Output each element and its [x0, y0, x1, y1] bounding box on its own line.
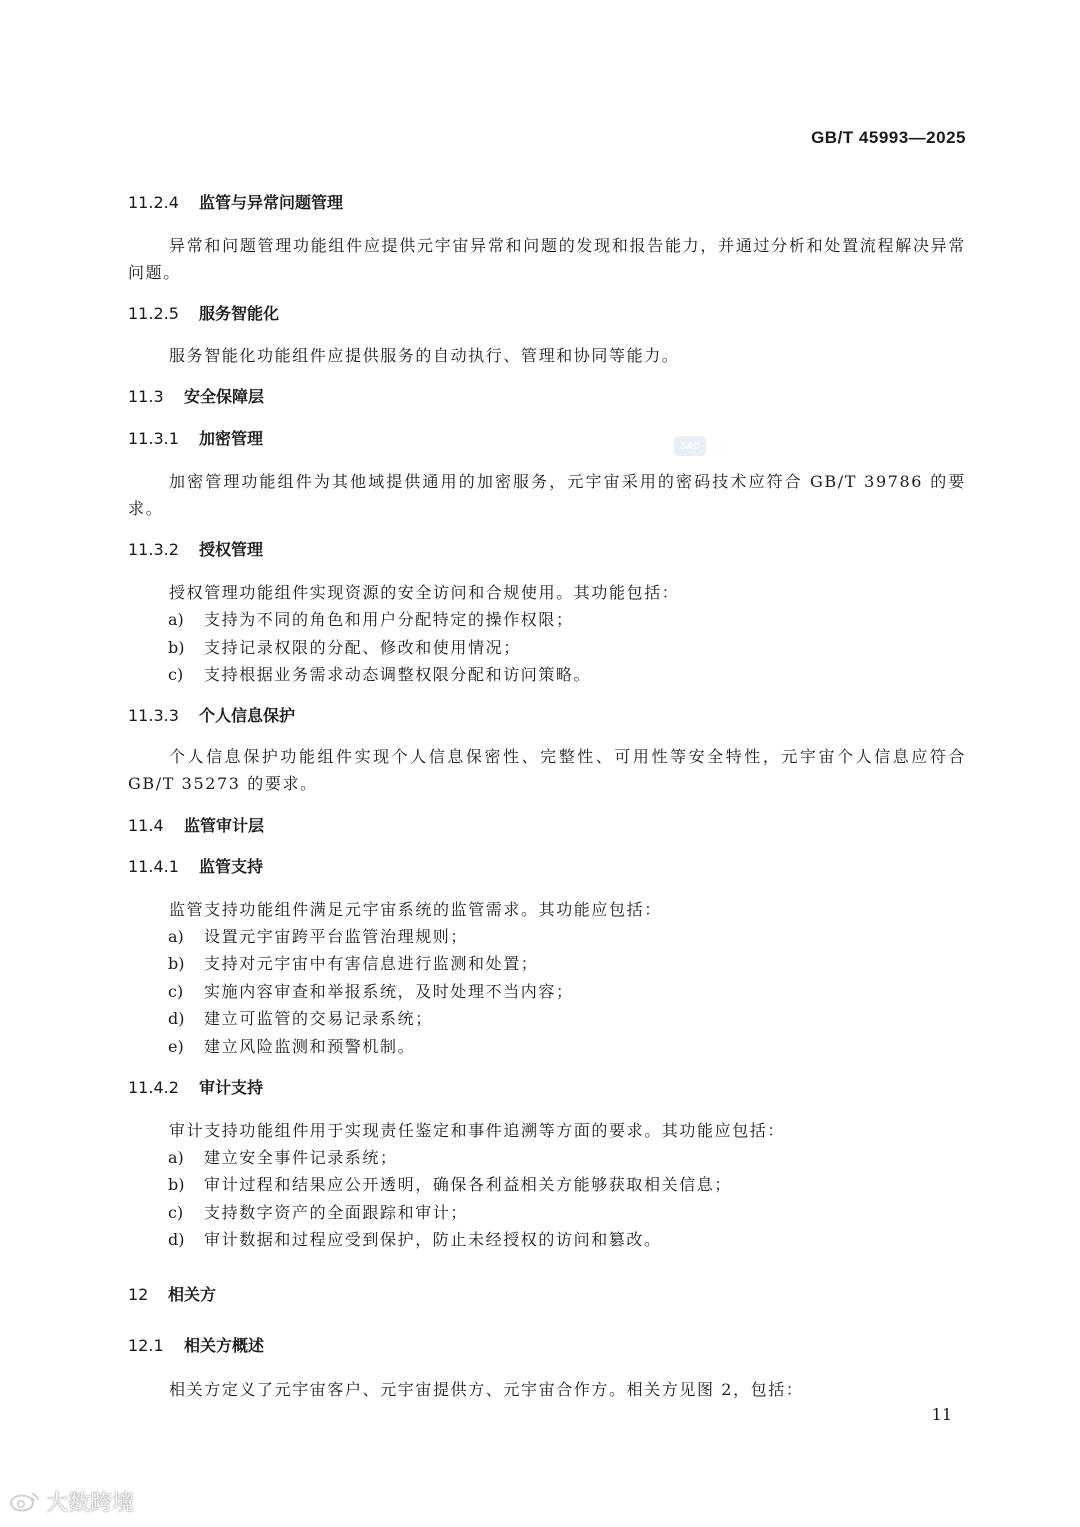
paragraph-11-2-5: 服务智能化功能组件应提供服务的自动执行、管理和协同等能力。 [169, 346, 680, 365]
list-item: b) 审计过程和结果应公开透明，确保各利益相关方能够获取相关信息； [168, 1175, 733, 1194]
section-number: 11.4.2 [128, 1078, 179, 1097]
section-title: 相关方概述 [184, 1336, 265, 1355]
list-item: b) 支持对元宇宙中有害信息进行监测和处置； [168, 954, 539, 973]
section-title: 监管支持 [199, 857, 264, 876]
heading-11-2-4 [128, 193, 343, 213]
section-title: 个人信息保护 [199, 706, 296, 725]
heading-11-3 [128, 387, 264, 407]
paragraph-12-1: 相关方定义了元宇宙客户、元宇宙提供方、元宇宙合作方。相关方见图 2，包括： [169, 1380, 804, 1399]
section-number: 11.2.5 [128, 304, 179, 323]
paragraph-11-4-1: 监管支持功能组件满足元宇宙系统的监管需求。其功能应包括： [169, 900, 662, 919]
list-item: a) 建立安全事件记录系统； [168, 1148, 398, 1167]
section-number: 11.3.1 [128, 429, 179, 448]
section-number: 11.4.1 [128, 857, 179, 876]
section-number: 12.1 [128, 1336, 164, 1355]
paragraph-11-3-3: 个人信息保护功能组件实现个人信息保密性、完整性、可用性等安全特性，元宇宙个人信息应符合 GB/T 35273 的要求。 [128, 747, 966, 793]
list-item: c) 支持根据业务需求动态调整权限分配和访问策略。 [168, 665, 592, 684]
watermark-text: 大数跨境 [46, 1490, 135, 1516]
heading-11-2-5 [128, 304, 279, 324]
heading-11-4-2 [128, 1078, 263, 1098]
section-title: 服务智能化 [199, 304, 280, 323]
list-item: e) 建立风险监测和预警机制。 [168, 1037, 416, 1056]
section-number: 11.3 [128, 387, 164, 406]
heading-11-4 [128, 816, 264, 836]
page-number: 11 [931, 1405, 952, 1424]
list-item: a) 支持为不同的角色和用户分配特定的操作权限； [168, 610, 574, 629]
heading-11-3-2 [128, 540, 263, 560]
section-number: 11.3.2 [128, 540, 179, 559]
list-item: d) 审计数据和过程应受到保护，防止未经授权的访问和篡改。 [168, 1230, 662, 1249]
paragraph-11-4-2: 审计支持功能组件用于实现责任鉴定和事件追溯等方面的要求。其功能应包括： [169, 1121, 786, 1140]
heading-12 [128, 1285, 216, 1305]
paragraph-11-3-1: 加密管理功能组件为其他域提供通用的加密服务，元宇宙采用的密码技术应符合 GB/T 39786 的要求。 [128, 472, 966, 518]
section-number: 11.4 [128, 816, 164, 835]
section-number: 11.2.4 [128, 193, 179, 212]
section-title: 审计支持 [199, 1078, 264, 1097]
list-item: d) 建立可监管的交易记录系统； [168, 1009, 433, 1028]
heading-11-3-1 [128, 429, 263, 449]
watermark [8, 1486, 134, 1516]
sac-stamp-icon: SAC [674, 436, 706, 456]
section-title: 监管审计层 [184, 816, 265, 835]
standard-code: GB/T 45993—2025 [811, 128, 966, 147]
list-item: c) 支持数字资产的全面跟踪和审计； [168, 1203, 469, 1222]
section-number: 11.3.3 [128, 706, 179, 725]
section-title: 安全保障层 [184, 387, 265, 406]
paragraph-11-2-4: 异常和问题管理功能组件应提供元宇宙异常和问题的发现和报告能力，并通过分析和处置流程解决异常问题。 [128, 236, 966, 282]
section-title: 加密管理 [199, 429, 264, 448]
paragraph-11-3-2: 授权管理功能组件实现资源的安全访问和合规使用。其功能包括： [169, 583, 680, 602]
heading-12-1 [128, 1336, 264, 1356]
section-title: 相关方 [168, 1285, 217, 1304]
list-item: b) 支持记录权限的分配、修改和使用情况； [168, 638, 521, 657]
section-title: 监管与异常问题管理 [199, 193, 344, 212]
list-item: a) 设置元宇宙跨平台监管治理规则； [168, 927, 469, 946]
section-number: 12 [128, 1285, 149, 1304]
weibo-logo-icon [8, 1490, 42, 1512]
heading-11-4-1 [128, 857, 263, 877]
list-item: c) 实施内容审查和举报系统，及时处理不当内容； [168, 982, 574, 1001]
heading-11-3-3 [128, 706, 295, 726]
section-title: 授权管理 [199, 540, 264, 559]
